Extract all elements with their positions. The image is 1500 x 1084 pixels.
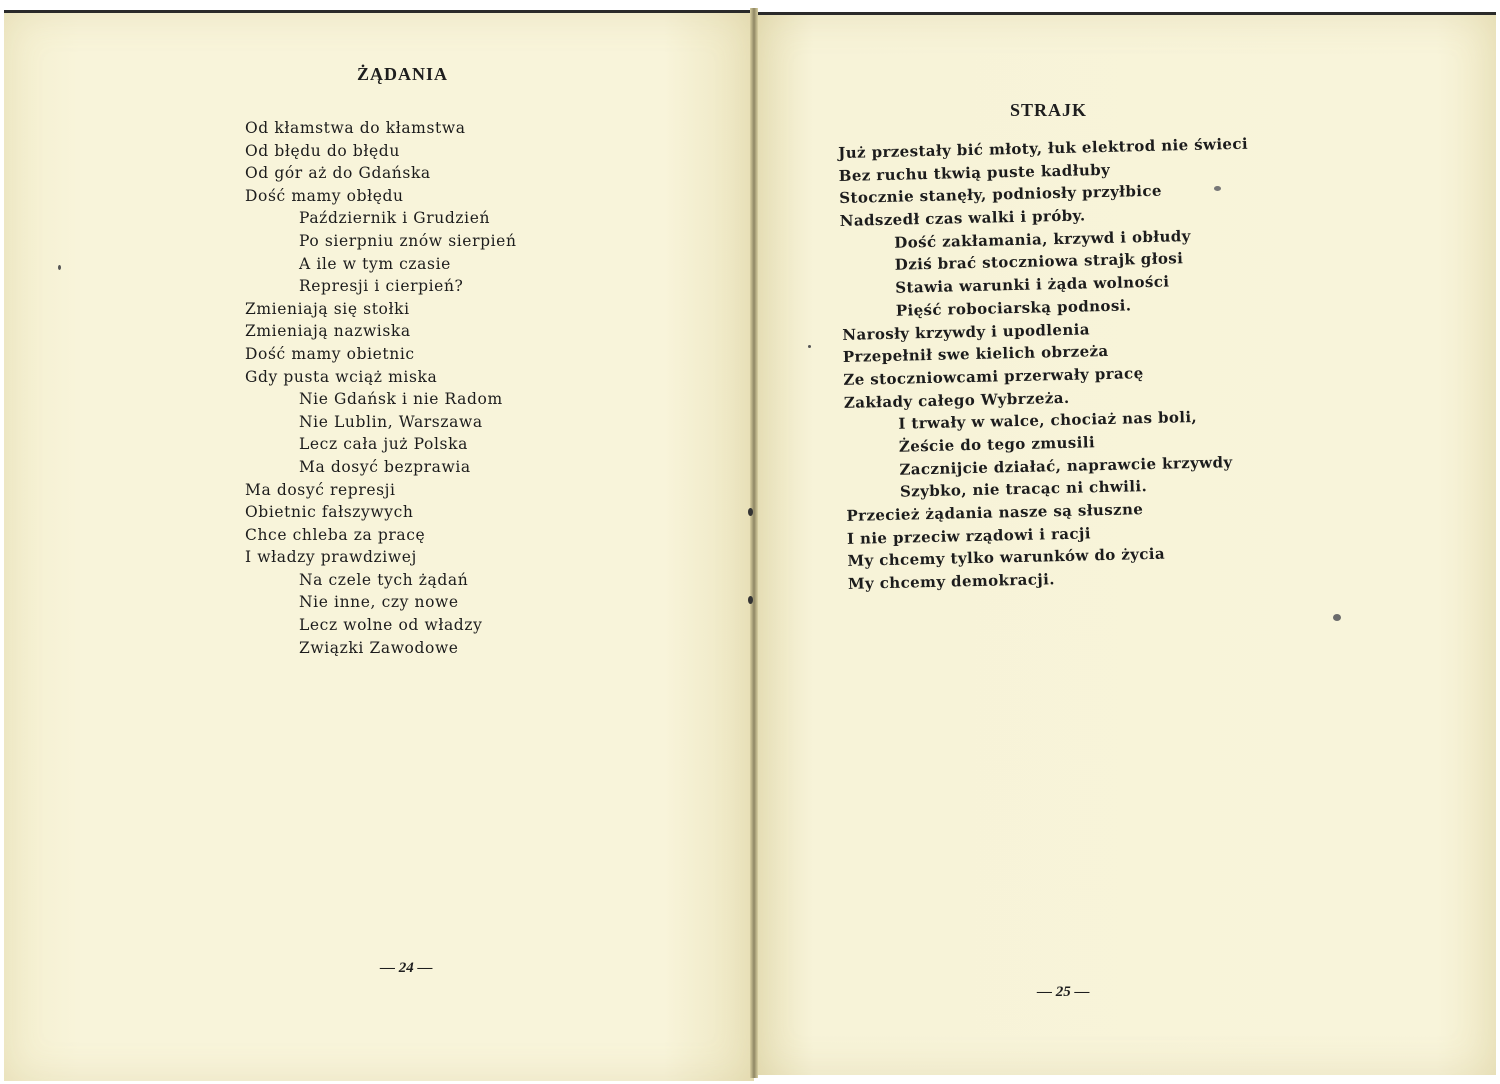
right-poem-line: I nie przeciw rządowi i racji xyxy=(846,524,1092,548)
left-poem-line: Na czele tych żądań xyxy=(299,570,469,589)
left-poem-line: Zmieniają się stołki xyxy=(245,299,410,318)
right-poem-line: Zakłady całego Wybrzeża. xyxy=(843,388,1070,412)
paper-speck xyxy=(1214,186,1221,191)
right-poem-title: STRAJK xyxy=(1010,100,1088,120)
paper-speck xyxy=(58,265,61,270)
left-poem-line: I władzy prawdziwej xyxy=(245,548,417,567)
right-poem-line: Dość zakłamania, krzywd i obłudy xyxy=(894,226,1191,252)
left-page-number: — 24 — xyxy=(380,960,433,976)
right-poem-line: My chcemy demokracji. xyxy=(847,570,1056,593)
left-poem-line: Dość mamy obłędu xyxy=(245,186,404,205)
right-poem-line: Przepełnił swe kielich obrzeża xyxy=(842,342,1109,367)
right-poem-line: Zacznijcie działać, naprawcie krzywdy xyxy=(899,452,1233,479)
right-page-number: — 25 — xyxy=(1037,984,1090,1000)
right-poem-line: Szybko, nie tracąc ni chwili. xyxy=(899,477,1148,501)
left-poem-line: Lecz cała już Polska xyxy=(299,435,468,454)
right-poem-line: Ze stoczniowcami przerwały pracę xyxy=(843,364,1144,389)
left-poem-body xyxy=(245,117,517,659)
right-poem-line: Bez ruchu tkwią puste kadłuby xyxy=(838,160,1111,185)
right-poem-line: Stocznie stanęły, podniosły przyłbice xyxy=(839,182,1163,208)
left-poem-line: Od błędu do błędu xyxy=(245,141,400,160)
right-poem-line: Nadszedł czas walki i próby. xyxy=(839,206,1086,231)
left-poem-line: Chce chleba za pracę xyxy=(245,525,426,544)
left-poem-line: Od kłamstwa do kłamstwa xyxy=(245,119,466,137)
paper-speck xyxy=(748,596,753,604)
left-poem-line: Nie inne, czy nowe xyxy=(299,593,459,612)
right-poem-line: Żeście do tego zmusili xyxy=(898,433,1096,456)
right-poem-line: Już przestały bić młoty, łuk elektrod nie świeci xyxy=(838,134,1249,162)
right-poem-body xyxy=(838,133,1258,596)
left-poem-line: Od gór aż do Gdańska xyxy=(245,164,431,183)
right-poem-line: Przecież żądania nasze są słuszne xyxy=(846,500,1144,525)
book-gutter xyxy=(750,8,758,1078)
left-poem-line: Ma dosyć bezprawia xyxy=(299,457,471,476)
left-poem-line: Gdy pusta wciąż miska xyxy=(245,367,438,386)
left-poem-line: Październik i Grudzień xyxy=(299,209,491,228)
left-poem-line: Lecz wolne od władzy xyxy=(299,616,483,635)
right-poem-line: Narosły krzywdy i upodlenia xyxy=(842,319,1091,344)
right-poem-line: Pięść robociarską podnosi. xyxy=(895,296,1132,320)
left-poem-line: Ma dosyć represji xyxy=(245,480,396,499)
paper-speck xyxy=(1333,614,1341,621)
paper-speck xyxy=(808,345,811,348)
left-poem-line: A ile w tym czasie xyxy=(299,254,451,273)
left-poem-line: Nie Lublin, Warszawa xyxy=(299,412,483,431)
left-poem-line: Zmieniają nazwiska xyxy=(245,322,411,341)
left-poem-title: ŻĄDANIA xyxy=(357,64,449,84)
left-poem-line: Dość mamy obietnic xyxy=(245,344,415,363)
left-poem-line: Obietnic fałszywych xyxy=(245,503,414,522)
left-poem-line: Nie Gdańsk i nie Radom xyxy=(299,390,503,409)
left-poem-line: Związki Zawodowe xyxy=(299,638,459,657)
left-poem-line: Po sierpniu znów sierpień xyxy=(299,231,517,250)
right-poem-line: Dziś brać stoczniowa strajk głosi xyxy=(894,249,1184,275)
paper-speck xyxy=(748,508,753,516)
right-poem-line: Stawia warunki i żąda wolności xyxy=(895,272,1170,297)
left-poem-line: Represji i cierpień? xyxy=(299,277,464,296)
right-poem-line: I trwały w walce, chociaż nas boli, xyxy=(898,408,1198,433)
right-poem-line: My chcemy tylko warunków do życia xyxy=(847,545,1166,571)
